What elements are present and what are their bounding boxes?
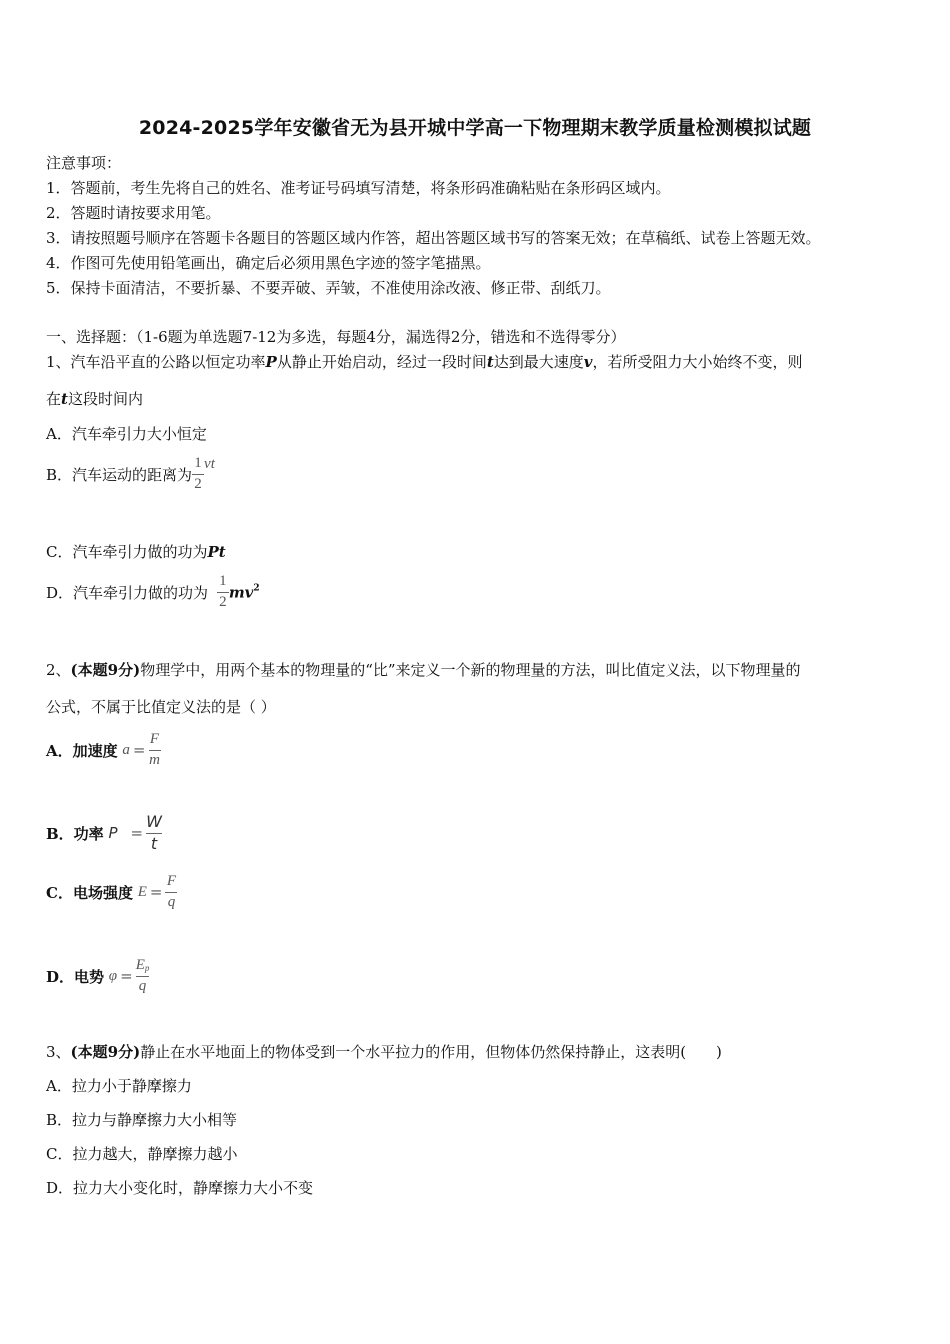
- page-title: 2024-2025学年安徽省无为县开城中学高一下物理期末教学质量检测模拟试题: [138, 117, 812, 139]
- q2-stem-line1: 2、(本题9分)物理学中，用两个基本的物理量的“比”来定义一个新的物理量的方法，叫比值定义法，以下物理量的: [46, 661, 801, 679]
- notice-item-5: 5．保持卡面清洁，不要折暴、不要弄破、弄皱，不准使用涂改液、修正带、刮纸刀。: [46, 279, 611, 297]
- q1-option-c[interactable]: C．汽车牵引力做的功为Pt: [46, 543, 226, 561]
- notice-item-1: 1．答题前，考生先将自己的姓名、准考证号码填写清楚，将条形码准确粘贴在条形码区域内。: [46, 179, 671, 197]
- q2-option-c[interactable]: C．电场强度 E = $\frac{F}{q}$: [46, 873, 177, 910]
- q1-option-a[interactable]: A．汽车牵引力大小恒定: [46, 425, 207, 443]
- q3-stem: 3、(本题9分)静止在水平地面上的物体受到一个水平拉力的作用，但物体仍然保持静止，这表明( ): [46, 1043, 722, 1061]
- q2-option-b[interactable]: B．功率 P = $\frac{W}{t}$: [46, 812, 162, 853]
- q2-option-a[interactable]: A．加速度 a = $\frac{F}{m}$: [46, 731, 160, 768]
- notice-item-4: 4．作图可先使用铅笔画出，确定后必须用黑色字迹的签字笔描黑。: [46, 254, 491, 272]
- q1-stem-line2: 在t这段时间内: [46, 390, 143, 408]
- q3-option-b[interactable]: B．拉力与静摩擦力大小相等: [46, 1111, 238, 1129]
- notice-item-3: 3．请按照题号顺序在答题卡各题目的答题区域内作答，超出答题区域书写的答案无效；在草稿纸、试卷上答题无效。: [46, 229, 821, 247]
- q3-option-d[interactable]: D．拉力大小变化时，静摩擦力大小不变: [46, 1179, 314, 1197]
- q3-option-a[interactable]: A．拉力小于静摩擦力: [46, 1077, 192, 1095]
- notice-heading: 注意事项：: [46, 154, 122, 172]
- q2-stem-line2: 公式，不属于比值定义法的是（ ）: [46, 698, 276, 716]
- q2-option-d[interactable]: D．电势 φ = $\frac{E_p}{q}$: [46, 957, 150, 994]
- q1-stem-line1: 1、汽车沿平直的公路以恒定功率P从静止开始启动，经过一段时间t达到最大速度v，若所受阻力大小始终不变，则: [46, 353, 803, 371]
- notice-item-2: 2．答题时请按要求用笔。: [46, 204, 221, 222]
- section-heading: 一、选择题：（1-6题为单选题7-12为多选，每题4分，漏选得2分，错选和不选得零分）: [46, 328, 626, 346]
- q1-option-d[interactable]: D．汽车牵引力做的功为 $\frac{1}{2}$ $mv^2$: [46, 573, 260, 610]
- q1-option-b[interactable]: B．汽车运动的距离为 $\frac{1}{2}$ vt: [46, 455, 215, 492]
- q3-option-c[interactable]: C．拉力越大，静摩擦力越小: [46, 1145, 238, 1163]
